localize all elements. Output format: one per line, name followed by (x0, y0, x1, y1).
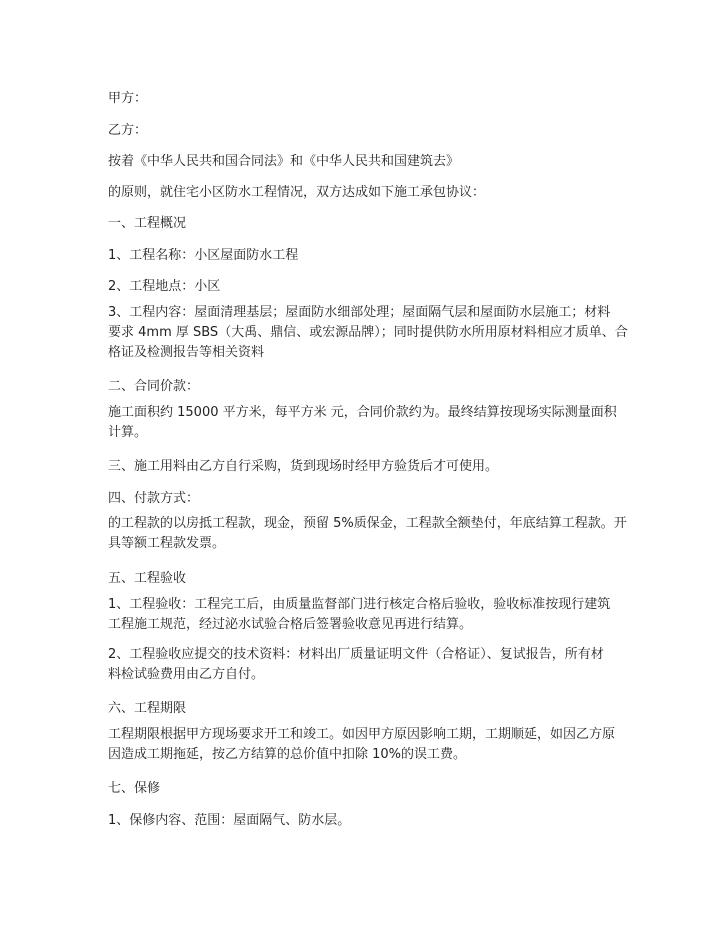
section-5-item-1 (108, 595, 620, 635)
section-2-body (108, 403, 620, 443)
text-line: 工程期限根据甲方现场要求开工和竣工。如因甲方原因影响工期，工期顺延，如因乙方原 (108, 727, 616, 742)
text-line: 施工面积约 15000 平方米，每平方米 元，合同价款约为。最终结算按现场实际测量面积 (108, 405, 617, 420)
section-1-title: 一、工程概况 (108, 216, 187, 231)
text-line: 1、工程验收：工程完工后，由质量监督部门进行核定合格后验收，验收标准按现行建筑 (108, 597, 611, 612)
text-line: 2、工程验收应提交的技术资料：材料出厂质量证明文件（合格证）、复试报告，所有材 (108, 647, 604, 662)
text-line: 工程施工规范，经过泌水试验合格后签署验收意见再进行结算。 (108, 617, 473, 632)
section-1-item-2: 2、工程地点：小区 (108, 279, 221, 294)
section-6-body (108, 725, 620, 765)
section-5-item-2 (108, 645, 620, 685)
text-line: 计算。 (108, 425, 148, 440)
text-line: 3、工程内容：屋面清理基层；屋面防水细部处理；屋面隔气层和屋面防水层施工；材料 (108, 305, 611, 320)
text-line: 要求 4mm 厚 SBS（大禹、鼎信、或宏源品牌）；同时提供防水所用原材料相应才质单、合 (108, 325, 628, 340)
party-a-label: 甲方： (108, 91, 148, 106)
text-line: 因造成工期拖延，按乙方结算的总价值中扣除 10%的误工费。 (108, 747, 467, 762)
text-line: 具等额工程款发票。 (108, 536, 226, 551)
section-7-item-1: 1、保修内容、范围：屋面隔气、防水层。 (108, 813, 351, 828)
section-1-item-3 (108, 303, 628, 363)
section-5-title: 五、工程验收 (108, 571, 187, 586)
section-6-title: 六、工程期限 (108, 701, 187, 716)
text-line: 的工程款的以房抵工程款，现金，预留 5%质保金，工程款全额垫付，年底结算工程款。开 (108, 516, 627, 531)
text-line: 格证及检测报告等相关资料 (108, 345, 265, 360)
section-4-title: 四、付款方式： (108, 491, 200, 506)
intro-line-1: 按着《中华人民共和国合同法》和《中华人民共和国建筑去》 (108, 154, 460, 169)
section-7-title: 七、保修 (108, 781, 161, 796)
section-2-title: 二、合同价款： (108, 379, 200, 394)
section-4-body (108, 514, 627, 554)
party-b-label: 乙方： (108, 123, 148, 138)
text-line: 料检试验费用由乙方自付。 (108, 667, 265, 682)
section-1-item-1: 1、工程名称：小区屋面防水工程 (108, 248, 299, 263)
section-3-title: 三、施工用料由乙方自行采购，货到现场时经甲方验货后才可使用。 (108, 459, 499, 474)
intro-line-2: 的原则，就住宅小区防水工程情况，双方达成如下施工承包协议： (108, 185, 486, 200)
